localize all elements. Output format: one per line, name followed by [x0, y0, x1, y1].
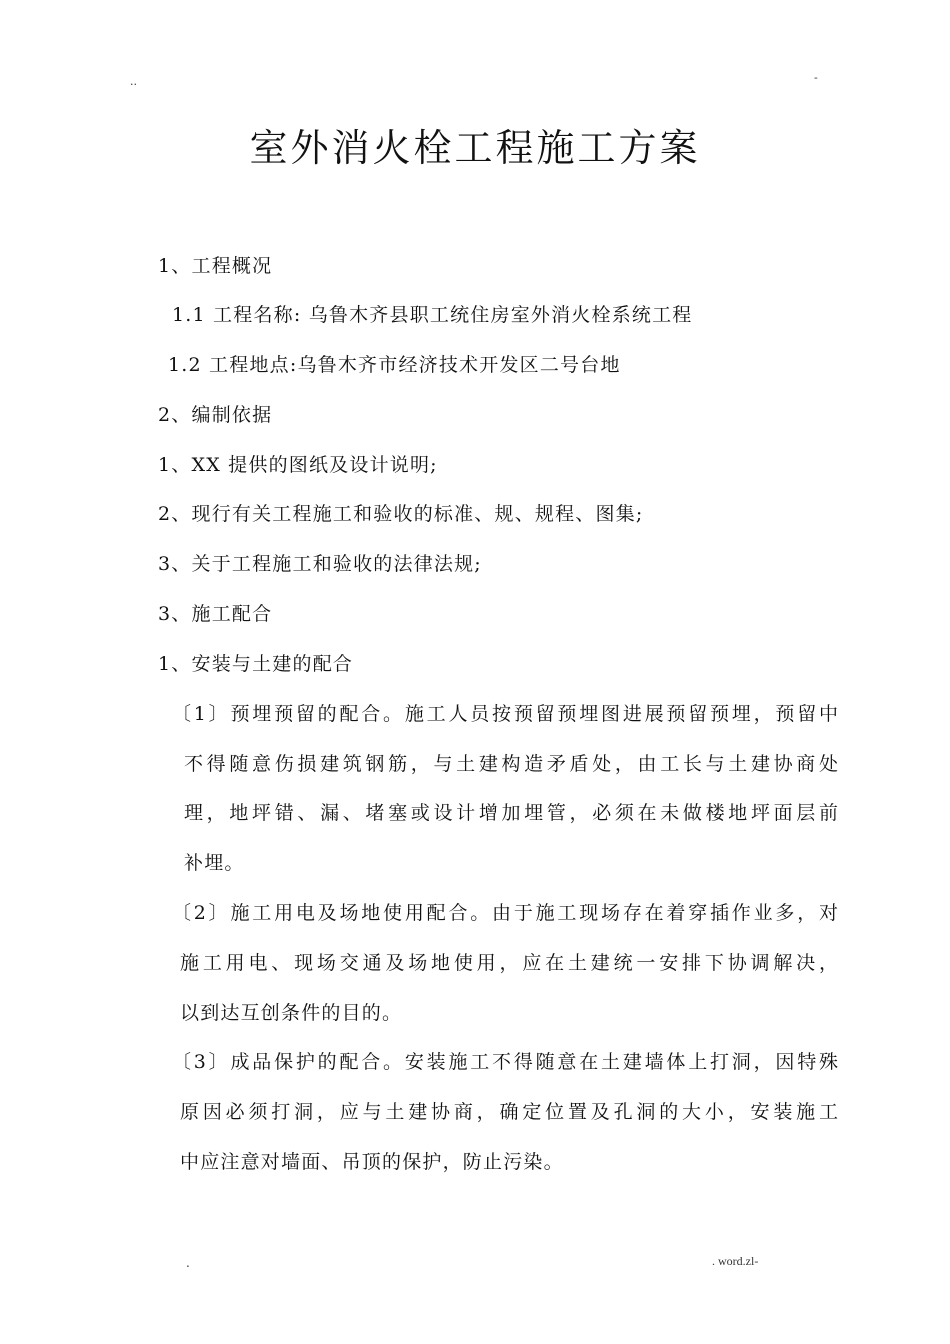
section-heading-basis: 2、编制依据	[158, 404, 273, 426]
footer-left-mark: .	[186, 1256, 190, 1270]
document-title: 室外消火栓工程施工方案	[249, 126, 701, 170]
basis-item-3: 3、关于工程施工和验收的法律法规;	[158, 553, 482, 575]
basis-item-2: 2、现行有关工程施工和验收的标准、规、规程、图集;	[158, 503, 644, 525]
paragraph-3-line-3: 中应注意对墙面、吊顶的保护，防止污染。	[180, 1151, 564, 1173]
section-heading-coordination: 3、施工配合	[158, 603, 273, 625]
paragraph-3-line-1: 〔3〕成品保护的配合。安装施工不得随意在土建墙体上打洞，因特殊	[172, 1051, 838, 1073]
basis-item-1: 1、XX 提供的图纸及设计说明;	[158, 454, 438, 476]
paragraph-1-line-1: 〔1〕预埋预留的配合。施工人员按预留预埋图进展预留预埋，预留中	[172, 703, 838, 725]
paragraph-1-line-2: 不得随意伤损建筑钢筋，与土建构造矛盾处，由工长与土建协商处	[184, 753, 838, 775]
paragraph-1-line-4: 补埋。	[184, 852, 245, 874]
footer-right-text: . word.zl-	[712, 1254, 759, 1268]
paragraph-2-line-1: 〔2〕施工用电及场地使用配合。由于施工现场存在着穿插作业多，对	[172, 902, 838, 924]
paragraph-1-line-3: 理，地坪错、漏、堵塞或设计增加埋管，必须在未做楼地坪面层前	[184, 802, 838, 824]
project-name-line: 1.1 工程名称: 乌鲁木齐县职工统住房室外消火栓系统工程	[172, 304, 693, 326]
paragraph-3-line-2: 原因必须打洞，应与土建协商，确定位置及孔洞的大小，安装施工	[180, 1101, 838, 1123]
header-right-mark: -	[814, 71, 818, 84]
header-left-mark: ..	[130, 75, 137, 88]
paragraph-2-line-2: 施工用电、现场交通及场地使用，应在土建统一安排下协调解决，	[180, 952, 838, 974]
section-heading-overview: 1、工程概况	[158, 255, 273, 277]
paragraph-2-line-3: 以到达互创条件的目的。	[180, 1002, 403, 1024]
coordination-subheading: 1、安装与土建的配合	[158, 653, 354, 675]
project-location-line: 1.2 工程地点:乌鲁木齐市经济技术开发区二号台地	[168, 354, 621, 376]
